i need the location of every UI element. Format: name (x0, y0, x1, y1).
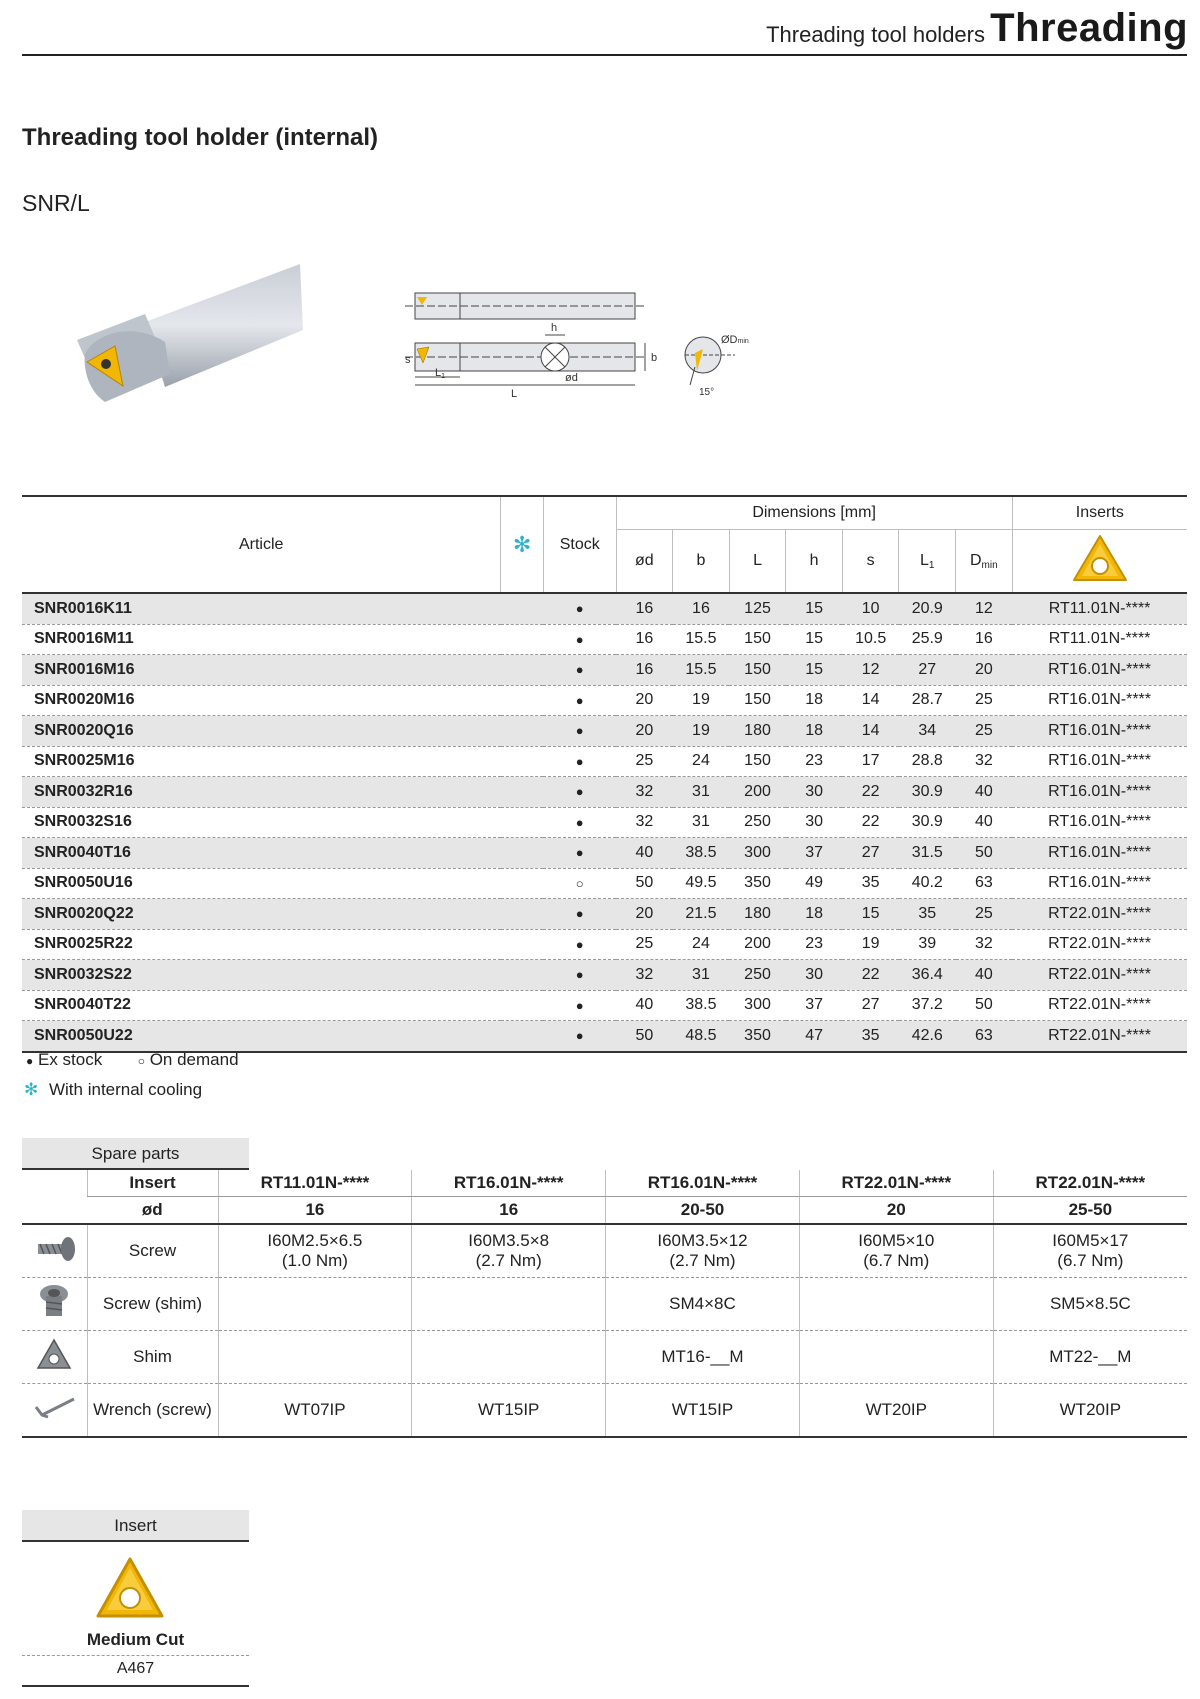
dim-label-od: ød (565, 372, 578, 384)
ex-stock-symbol: ● (26, 1054, 34, 1068)
s-cell: 27 (842, 838, 899, 869)
cooling-cell (501, 777, 543, 808)
internal-cooling-icon: ✻ (512, 531, 532, 557)
screw-icon (22, 1224, 87, 1278)
Dmin-cell: 25 (956, 685, 1013, 716)
b-cell: 31 (673, 960, 730, 991)
L-cell: 150 (729, 624, 786, 655)
cooling-cell (501, 593, 543, 624)
insert-cell: RT16.01N-**** (1012, 746, 1187, 777)
table-row (22, 746, 1187, 777)
col-header-inserts: Inserts (1012, 496, 1187, 530)
stock-cell: ○ (543, 868, 616, 899)
article-cell: SNR0020Q22 (22, 899, 501, 930)
h-cell: 23 (786, 746, 843, 777)
article-cell: SNR0040T16 (22, 838, 501, 869)
s-cell: 19 (842, 929, 899, 960)
stock-cell: ● (543, 777, 616, 808)
spare-part-value: I60M3.5×8 (468, 1231, 550, 1250)
L1-cell: 34 (899, 716, 956, 747)
article-cell: SNR0050U16 (22, 868, 501, 899)
L-cell: 200 (729, 929, 786, 960)
col-header-article: Article (22, 496, 501, 593)
article-cell: SNR0016K11 (22, 593, 501, 624)
spare-part-cell (218, 1331, 412, 1384)
spare-part-value: WT20IP (865, 1400, 927, 1419)
b-cell: 15.5 (673, 624, 730, 655)
header-subtitle: Threading tool holders (766, 22, 985, 47)
spare-part-value: I60M2.5×6.5 (267, 1231, 363, 1250)
Dmin-cell: 25 (956, 899, 1013, 930)
L1-cell: 39 (899, 929, 956, 960)
spare-part-cell (218, 1278, 412, 1331)
spare-part-cell (799, 1384, 993, 1438)
spare-part-cell (606, 1278, 800, 1331)
L1-cell: 20.9 (899, 593, 956, 624)
spare-part-value: MT22-__M (1049, 1347, 1132, 1366)
spare-header-blank (22, 1170, 87, 1224)
stock-cell: ● (543, 807, 616, 838)
L-cell: 300 (729, 990, 786, 1021)
Dmin-cell: 16 (956, 624, 1013, 655)
od-cell: 50 (616, 868, 673, 899)
table-row (22, 899, 1187, 930)
s-cell: 14 (842, 716, 899, 747)
dim-label-L1: L1 (435, 367, 446, 380)
od-cell: 20 (616, 899, 673, 930)
s-cell: 22 (842, 960, 899, 991)
s-cell: 22 (842, 777, 899, 808)
s-cell: 35 (842, 1021, 899, 1052)
spare-part-value: WT07IP (284, 1400, 346, 1419)
spare-part-value: (1.0 Nm) (281, 1251, 348, 1270)
insert-cell: RT22.01N-**** (1012, 990, 1187, 1021)
Dmin-cell: 32 (956, 929, 1013, 960)
table-row (22, 593, 1187, 624)
spare-part-cell (606, 1331, 800, 1384)
h-cell: 15 (786, 624, 843, 655)
dim-label-b: b (651, 352, 658, 364)
col-header-dimensions: Dimensions [mm] (616, 496, 1012, 530)
stock-cell: ● (543, 716, 616, 747)
shim-icon (22, 1331, 87, 1384)
table-row (22, 1021, 1187, 1052)
spare-part-row (22, 1278, 1187, 1331)
table-row (22, 960, 1187, 991)
L1-cell: 35 (899, 899, 956, 930)
od-cell: 50 (616, 1021, 673, 1052)
od-cell: 20 (616, 716, 673, 747)
spare-part-label: Screw (87, 1224, 218, 1278)
article-cell: SNR0020Q16 (22, 716, 501, 747)
table-row (22, 807, 1187, 838)
insert-cell: RT16.01N-**** (1012, 807, 1187, 838)
s-cell: 15 (842, 899, 899, 930)
h-cell: 37 (786, 838, 843, 869)
spare-part-cell (412, 1224, 606, 1278)
s-cell: 10 (842, 593, 899, 624)
cooling-cell (501, 838, 543, 869)
insert-grade-name: Medium Cut (86, 1630, 185, 1649)
stock-cell: ● (543, 685, 616, 716)
L-cell: 150 (729, 655, 786, 686)
od-cell: 25 (616, 929, 673, 960)
b-cell: 15.5 (673, 655, 730, 686)
spare-part-value: WT20IP (1059, 1400, 1122, 1419)
insert-cell: RT22.01N-**** (1012, 899, 1187, 930)
spare-part-cell (412, 1331, 606, 1384)
table-row (22, 655, 1187, 686)
Dmin-cell: 63 (956, 1021, 1013, 1052)
stock-cell: ● (543, 746, 616, 777)
L1-cell: 37.2 (899, 990, 956, 1021)
spare-part-value: WT15IP (671, 1400, 734, 1419)
od-cell: 20 (616, 685, 673, 716)
insert-box-rule (22, 1685, 249, 1687)
stock-cell: ● (543, 990, 616, 1021)
L-cell: 250 (729, 960, 786, 991)
col-header-Dmin: $D_{min}$ (956, 530, 1013, 594)
spare-part-value: (6.7 Nm) (863, 1251, 930, 1270)
cooling-cell (501, 624, 543, 655)
dim-label-s: s (405, 354, 411, 366)
insert-image (1012, 530, 1187, 594)
spare-header-insert: Insert (87, 1170, 218, 1197)
table-row (22, 990, 1187, 1021)
cooling-cell (501, 807, 543, 838)
dim-label-h: h (551, 322, 558, 334)
table-row (22, 929, 1187, 960)
s-cell: 12 (842, 655, 899, 686)
L1-cell: 25.9 (899, 624, 956, 655)
spare-part-cell (993, 1224, 1187, 1278)
article-cell: SNR0050U22 (22, 1021, 501, 1052)
Dmin-cell: 20 (956, 655, 1013, 686)
cooling-cell (501, 960, 543, 991)
spare-part-value: I60M5×17 (1052, 1231, 1129, 1250)
spare-part-cell (412, 1278, 606, 1331)
article-cell: SNR0040T22 (22, 990, 501, 1021)
insert-box-label: Insert (22, 1510, 249, 1542)
h-cell: 18 (786, 685, 843, 716)
L-cell: 180 (729, 899, 786, 930)
insert-cell: RT11.01N-**** (1012, 624, 1187, 655)
b-cell: 31 (673, 777, 730, 808)
insert-cell: RT16.01N-**** (1012, 655, 1187, 686)
spare-part-value: (2.7 Nm) (669, 1251, 736, 1270)
stock-cell: ● (543, 899, 616, 930)
spare-part-cell (993, 1278, 1187, 1331)
stock-cell: ● (543, 929, 616, 960)
L1-cell: 36.4 (899, 960, 956, 991)
h-cell: 47 (786, 1021, 843, 1052)
od-cell: 16 (616, 593, 673, 624)
h-cell: 15 (786, 655, 843, 686)
dim-label-angle: 15° (699, 387, 715, 398)
article-cell: SNR0032R16 (22, 777, 501, 808)
tool-holder-photo (75, 262, 305, 412)
spare-part-value: (2.7 Nm) (475, 1251, 542, 1270)
L1-cell: 28.8 (899, 746, 956, 777)
stock-cell: ● (543, 960, 616, 991)
article-cell: SNR0025M16 (22, 746, 501, 777)
b-cell: 21.5 (673, 899, 730, 930)
insert-cell: RT11.01N-**** (1012, 593, 1187, 624)
col-header-h: h (786, 530, 843, 594)
s-cell: 35 (842, 868, 899, 899)
stock-cell: ● (543, 838, 616, 869)
medium-cut-insert-icon (95, 1556, 165, 1622)
spare-part-cell (799, 1278, 993, 1331)
col-header-s: s (842, 530, 899, 594)
b-cell: 31 (673, 807, 730, 838)
spare-od-header: 16 (412, 1197, 606, 1225)
stock-cell: ● (543, 1021, 616, 1052)
cooling-legend-label: With internal cooling (48, 1080, 203, 1099)
insert-cell: RT16.01N-**** (1012, 685, 1187, 716)
insert-grade-code: A467 (116, 1660, 155, 1677)
h-cell: 37 (786, 990, 843, 1021)
spare-part-value: I60M3.5×12 (657, 1231, 748, 1250)
spare-part-cell (218, 1224, 412, 1278)
insert-box-divider (22, 1655, 249, 1656)
h-cell: 30 (786, 960, 843, 991)
spare-insert-header: RT22.01N-**** (799, 1170, 993, 1197)
model-name: SNR/L (22, 190, 90, 216)
shim-screw-icon (22, 1278, 87, 1331)
header-rule (22, 54, 1187, 56)
spare-part-cell (799, 1331, 993, 1384)
b-cell: 38.5 (673, 838, 730, 869)
Dmin-cell: 40 (956, 807, 1013, 838)
cooling-legend (24, 1080, 202, 1100)
table-row (22, 716, 1187, 747)
spare-part-cell (218, 1384, 412, 1438)
L1-cell: 28.7 (899, 685, 956, 716)
cooling-cell (501, 716, 543, 747)
header-title: Threading (990, 6, 1188, 50)
col-header-stock: Stock (543, 496, 616, 593)
od-cell: 40 (616, 838, 673, 869)
Dmin-cell: 40 (956, 777, 1013, 808)
L-cell: 350 (729, 868, 786, 899)
spare-part-cell (799, 1224, 993, 1278)
spare-part-cell (412, 1384, 606, 1438)
col-header-cooling (501, 496, 543, 593)
L-cell: 180 (729, 716, 786, 747)
spare-header-od: ød (87, 1197, 218, 1225)
col-header-b: b (673, 530, 730, 594)
cooling-cell (501, 685, 543, 716)
spare-part-cell (606, 1224, 800, 1278)
spare-insert-header: RT16.01N-**** (606, 1170, 800, 1197)
insert-cell: RT16.01N-**** (1012, 777, 1187, 808)
spare-part-value: WT15IP (477, 1400, 540, 1419)
L1-cell: 30.9 (899, 777, 956, 808)
table-row (22, 777, 1187, 808)
spare-part-value: MT16-__M (661, 1347, 744, 1366)
spare-part-cell (993, 1331, 1187, 1384)
on-demand-symbol: ○ (137, 1054, 145, 1068)
s-cell: 10.5 (842, 624, 899, 655)
on-demand-label: On demand (149, 1050, 239, 1069)
s-cell: 27 (842, 990, 899, 1021)
L-cell: 125 (729, 593, 786, 624)
L1-cell: 40.2 (899, 868, 956, 899)
L-cell: 200 (729, 777, 786, 808)
insert-cell: RT16.01N-**** (1012, 838, 1187, 869)
article-table (22, 495, 1187, 1053)
h-cell: 18 (786, 899, 843, 930)
spare-od-header: 16 (218, 1197, 412, 1225)
h-cell: 30 (786, 777, 843, 808)
od-cell: 25 (616, 746, 673, 777)
cooling-cell (501, 1021, 543, 1052)
spare-parts-label: Spare parts (22, 1138, 249, 1170)
spare-insert-header: RT22.01N-**** (993, 1170, 1187, 1197)
L-cell: 250 (729, 807, 786, 838)
Dmin-cell: 40 (956, 960, 1013, 991)
dim-label-L: L (511, 388, 518, 400)
L-cell: 300 (729, 838, 786, 869)
spare-part-value: (6.7 Nm) (1057, 1251, 1124, 1270)
b-cell: 24 (673, 929, 730, 960)
L1-cell: 30.9 (899, 807, 956, 838)
table-row (22, 838, 1187, 869)
stock-cell: ● (543, 593, 616, 624)
stock-legend (26, 1050, 239, 1070)
spare-part-cell (606, 1384, 800, 1438)
cooling-cell (501, 655, 543, 686)
b-cell: 38.5 (673, 990, 730, 1021)
Dmin-cell: 25 (956, 716, 1013, 747)
article-cell: SNR0016M16 (22, 655, 501, 686)
dim-label-Dmin: ØDmin (721, 334, 749, 346)
ex-stock-label: Ex stock (37, 1050, 103, 1069)
b-cell: 19 (673, 685, 730, 716)
col-header-L: L (729, 530, 786, 594)
stock-cell: ● (543, 655, 616, 686)
spare-part-label: Wrench (screw) (87, 1384, 218, 1438)
od-cell: 32 (616, 960, 673, 991)
article-cell: SNR0032S16 (22, 807, 501, 838)
b-cell: 24 (673, 746, 730, 777)
table-row (22, 685, 1187, 716)
col-header-L1: $L_1$ (899, 530, 956, 594)
spare-part-cell (993, 1384, 1187, 1438)
L-cell: 350 (729, 1021, 786, 1052)
L-cell: 150 (729, 746, 786, 777)
L1-cell: 42.6 (899, 1021, 956, 1052)
spare-insert-header: RT11.01N-**** (218, 1170, 412, 1197)
cooling-cell (501, 899, 543, 930)
L1-cell: 27 (899, 655, 956, 686)
spare-part-value: I60M5×10 (858, 1231, 935, 1250)
spare-part-row (22, 1224, 1187, 1278)
page-title: Threading tool holder (internal) (22, 124, 378, 151)
h-cell: 18 (786, 716, 843, 747)
Dmin-cell: 63 (956, 868, 1013, 899)
spare-part-value: SM4×8C (669, 1294, 736, 1313)
od-cell: 16 (616, 624, 673, 655)
article-cell: SNR0032S22 (22, 960, 501, 991)
od-cell: 16 (616, 655, 673, 686)
technical-drawing (405, 285, 785, 415)
insert-icon (1072, 534, 1128, 584)
table-row (22, 624, 1187, 655)
table-row (22, 868, 1187, 899)
s-cell: 17 (842, 746, 899, 777)
insert-cell: RT22.01N-**** (1012, 929, 1187, 960)
article-cell: SNR0016M11 (22, 624, 501, 655)
Dmin-cell: 50 (956, 838, 1013, 869)
spare-od-header: 20-50 (606, 1197, 800, 1225)
cooling-cell (501, 868, 543, 899)
Dmin-cell: 32 (956, 746, 1013, 777)
cooling-cell (501, 746, 543, 777)
b-cell: 16 (673, 593, 730, 624)
od-cell: 32 (616, 807, 673, 838)
b-cell: 19 (673, 716, 730, 747)
L-cell: 150 (729, 685, 786, 716)
h-cell: 23 (786, 929, 843, 960)
insert-cell: RT22.01N-**** (1012, 1021, 1187, 1052)
wrench-icon (22, 1384, 87, 1438)
stock-cell: ● (543, 624, 616, 655)
h-cell: 30 (786, 807, 843, 838)
insert-cell: RT16.01N-**** (1012, 868, 1187, 899)
spare-part-row (22, 1384, 1187, 1438)
spare-od-header: 20 (799, 1197, 993, 1225)
cooling-cell (501, 929, 543, 960)
cooling-cell (501, 990, 543, 1021)
article-cell: SNR0025R22 (22, 929, 501, 960)
spare-insert-header: RT16.01N-**** (412, 1170, 606, 1197)
internal-cooling-legend-icon: ✻ (24, 1080, 39, 1099)
spare-part-label: Shim (87, 1331, 218, 1384)
insert-cell: RT22.01N-**** (1012, 960, 1187, 991)
h-cell: 49 (786, 868, 843, 899)
insert-cell: RT16.01N-**** (1012, 716, 1187, 747)
Dmin-cell: 50 (956, 990, 1013, 1021)
Dmin-cell: 12 (956, 593, 1013, 624)
spare-od-header: 25-50 (993, 1197, 1187, 1225)
od-cell: 32 (616, 777, 673, 808)
spare-parts-table (22, 1170, 1187, 1438)
b-cell: 49.5 (673, 868, 730, 899)
spare-part-label: Screw (shim) (87, 1278, 218, 1331)
col-header-od: ød (616, 530, 673, 594)
spare-part-value: SM5×8.5C (1049, 1294, 1131, 1313)
s-cell: 22 (842, 807, 899, 838)
h-cell: 15 (786, 593, 843, 624)
s-cell: 14 (842, 685, 899, 716)
od-cell: 40 (616, 990, 673, 1021)
L1-cell: 31.5 (899, 838, 956, 869)
b-cell: 48.5 (673, 1021, 730, 1052)
article-cell: SNR0020M16 (22, 685, 501, 716)
spare-part-row (22, 1331, 1187, 1384)
